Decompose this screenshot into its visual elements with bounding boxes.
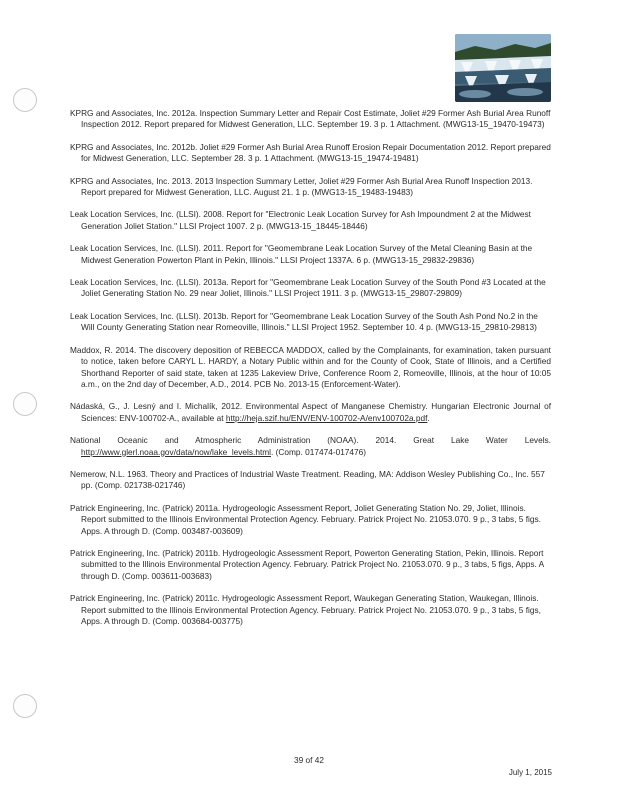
reference-text: Leak Location Services, Inc. (LLSI). 2011. Report for "Geomembrane Leak Location Survey of the Metal Cleaning Basin at the Midwest Generation Powerton Plant in Pekin, Illinois." LLSI Project 1337A. 6 p. (MWG13-15_29832-29836) — [70, 243, 533, 265]
reference-item — [70, 243, 551, 266]
reference-text: KPRG and Associates, Inc. 2012a. Inspection Summary Letter and Repair Cost Estimate, Joliet #29 Former Ash Burial Area Runoff Inspection 2012. Report prepared for Midwest Generation, LLC. September 19. 3 p. 1 Attachment. (MWG13-15_19470-19473) — [70, 108, 551, 130]
reference-text: KPRG and Associates, Inc. 2012b. Joliet #29 Former Ash Burial Area Runoff Erosion Repair Documentation 2012. Report prepared for Midwest Generation, LLC. September 28. 3 p. 1 Attachment. (MWG13-15_19474-19481) — [70, 141, 551, 164]
punch-hole-middle — [13, 392, 37, 416]
reference-item — [70, 311, 551, 334]
reference-text: KPRG and Associates, Inc. 2013. 2013 Inspection Summary Letter, Joliet #29 Former Ash Burial Area Runoff Inspection 2013. Report prepared for Midwest Generation, LLC. August 21. 1 p. (MWG13-15_19483-19483) — [70, 175, 533, 198]
page-number: 39 of 42 — [294, 755, 324, 765]
reference-text: Leak Location Services, Inc. (LLSI). 2008. Report for "Electronic Leak Location Survey for Ash Impoundment 2 at the Midwest Generation Joliet Station." LLSI Project 1007. 2 p. (MWG13-15_18445-18446) — [70, 209, 531, 231]
reference-text: Nemerow, N.L. 1963. Theory and Practices of Industrial Waste Treatment. Reading, MA: Addison Wesley Publishing Co., Inc. 557 pp. (Comp. 021738-021746) — [70, 468, 545, 491]
reference-item — [70, 503, 551, 537]
reference-tail: . — [427, 412, 430, 423]
punch-hole-top — [13, 88, 37, 112]
reference-text: National Oceanic and Atmospheric Administration (NOAA). 2014. Great Lake Water Levels. — [70, 435, 551, 446]
reference-link[interactable]: http://www.glerl.noaa.gov/data/now/lake_levels.html — [81, 446, 272, 457]
reference-list — [70, 108, 551, 638]
reference-item — [70, 401, 551, 424]
reference-text: Nádaská, G., J. Lesný and I. Michalík, 2012. Environmental Aspect of Manganese Chemistry. Hungarian Electronic Journal of Sciences: ENV-100702-A., available at — [70, 401, 551, 423]
reference-item — [70, 176, 551, 199]
reference-text: Maddox, R. 2014. The discovery deposition of REBECCA MADDOX, called by the Complainants, for examination, taken pursuant to notice, taken before CARYL L. HARDY, a Notary Public within and for the County of Cook, State of Illinois, and a Certified Shorthand Reporter of said state, taken at 1235 Lakeview Drive, Conference Room 2, Romeoville, Illinois, at the hour of 10:05 a.m., on the 2nd day of December, A.D., 2014. PCB No. 2013-15 (Enforcement-Water). — [70, 344, 551, 389]
reference-item — [70, 593, 551, 627]
punch-hole-bottom — [13, 694, 37, 718]
reference-tail: . (Comp. 017474-017476) — [271, 446, 367, 457]
reference-item — [70, 435, 551, 458]
reference-item — [70, 345, 551, 391]
reference-item — [70, 142, 551, 165]
reference-text: Leak Location Services, Inc. (LLSI). 2013a. Report for "Geomembrane Leak Location Survey of the South Pond #3 Located at the Joliet Generating Station No. 29 near Joliet, Illinois." LLSI Project 1911. 3 p. (MWG13-15_29807-29809) — [70, 277, 546, 299]
reference-text: Patrick Engineering, Inc. (Patrick) 2011a. Hydrogeologic Assessment Report, Joliet Generating Station No. 29, Joliet, Illinois. Report submitted to the Illinois Environmental Protection Agency. February. Patrick Project No. 21053.070. 9 p., 3 tabs, 5 figs. Apps. A through D. (Comp. 003487-003609) — [70, 502, 541, 536]
reference-item — [70, 108, 551, 131]
reference-text: Patrick Engineering, Inc. (Patrick) 2011c. Hydrogeologic Assessment Report, Waukegan Generating Station, Waukegan, Illinois. Report submitted to the Illinois Environmental Protection Agency. February. Patrick Project No. 21053.070. 9 p., 3 tabs, 5 figs, Apps. A through D. (Comp. 003684-003775) — [70, 593, 541, 626]
reference-text: Patrick Engineering, Inc. (Patrick) 2011b. Hydrogeologic Assessment Report, Powerton Generating Station, Pekin, Illinois. Report submitted to the Illinois Environmental Protection Agency. February. Patrick Project No. 21053.070. 9 p., 3 tabs, 5 figs, Apps. A through D. (Comp. 003611-003683) — [70, 547, 544, 581]
reference-item — [70, 469, 551, 492]
reference-item — [70, 277, 551, 300]
page-date: July 1, 2015 — [508, 768, 552, 777]
waterfall-logo — [455, 34, 551, 102]
reference-link[interactable]: http://heja.szif.hu/ENV/ENV-100702-A/env100702a.pdf — [225, 412, 428, 423]
reference-text: Leak Location Services, Inc. (LLSI). 2013b. Report for "Geomembrane Leak Location Survey of the South Ash Pond No.2 in the Will County Generating Station near Romeoville, Illinois." LLSI Project 1952. September 10. 4 p. (MWG13-15_29810-29813) — [70, 310, 538, 333]
reference-item — [70, 548, 551, 582]
reference-item — [70, 209, 551, 232]
